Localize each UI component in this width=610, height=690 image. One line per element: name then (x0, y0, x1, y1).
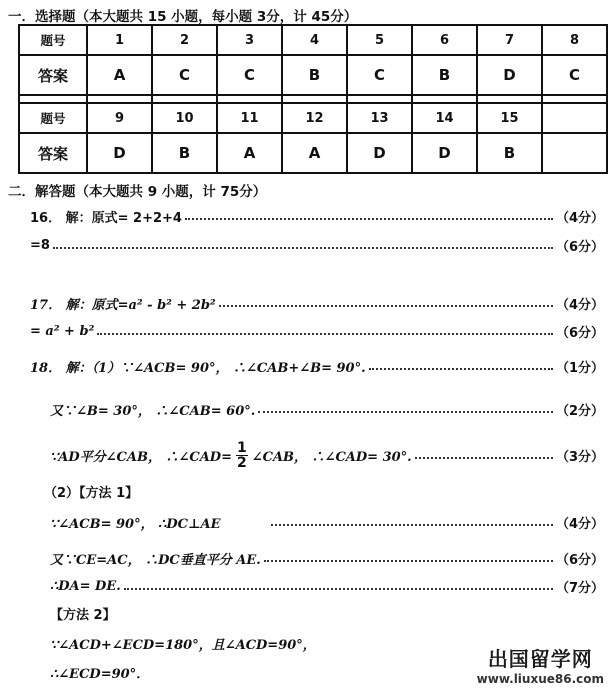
question-number: 7 (477, 25, 542, 55)
question-number: 8 (542, 25, 607, 55)
fraction (236, 441, 248, 470)
answer-cell: C (217, 55, 282, 95)
table-row (19, 55, 607, 95)
solution-line-18h (50, 604, 604, 622)
leader-dots (271, 524, 553, 526)
answer-cell: C (347, 55, 412, 95)
section1-heading (8, 5, 357, 25)
answer-cell: A (217, 133, 282, 173)
solution-line-18e (50, 513, 604, 531)
line-text: ∴∠ECD=90°． (50, 666, 150, 682)
line-text: =8 (30, 237, 50, 253)
line-text: 又∵∠B= 30°， ∴∠CAB= 60°. (50, 403, 256, 419)
question-number: 1 (87, 25, 152, 55)
site-watermark (477, 643, 604, 686)
question-number: 2 (152, 25, 217, 55)
solution-line-18g (50, 577, 604, 595)
score-label: （1分） (555, 360, 604, 376)
answer-cell: A (87, 55, 152, 95)
watermark-url: www.liuxue86.com (476, 672, 604, 686)
question-number: 5 (347, 25, 412, 55)
table-spacer (19, 95, 607, 103)
line-text: ∵∠ACD+∠ECD=180°，且∠ACD=90°， (50, 637, 316, 653)
question-number: 11 (217, 103, 282, 133)
line-text: 【方法 2】 (50, 607, 116, 623)
score-label: （4分） (555, 210, 604, 226)
line-text: ∵∠ACB= 90°， ∴DC⊥AE (50, 516, 221, 532)
question-number: 10 (152, 103, 217, 133)
answer-cell: B (477, 133, 542, 173)
table-row (19, 25, 607, 55)
question-number: 15 (477, 103, 542, 133)
solution-line-18f (50, 549, 604, 567)
score-label: （7分） (555, 580, 604, 596)
line-text: 16． 解：原式= 2+2+4 (30, 210, 182, 226)
answer-cell: C (152, 55, 217, 95)
answer-cell: C (542, 55, 607, 95)
watermark-title: 出国留学网 (487, 647, 593, 671)
score-label: （4分） (555, 297, 604, 313)
row-label-number: 题号 (19, 103, 87, 133)
table-row (19, 133, 607, 173)
score-label: （6分） (555, 552, 604, 568)
solution-line-16a (30, 207, 604, 225)
answer-cell: D (412, 133, 477, 173)
answer-cell: B (152, 133, 217, 173)
row-label-answer: 答案 (19, 55, 87, 95)
solution-line-16b (30, 236, 604, 254)
score-label: （4分） (555, 516, 604, 532)
score-label: （6分） (555, 325, 604, 341)
question-number: 12 (282, 103, 347, 133)
leader-dots (219, 305, 553, 307)
solution-line-18d (44, 482, 604, 500)
solution-line-18b (50, 400, 604, 418)
answer-cell: B (412, 55, 477, 95)
question-number: 3 (217, 25, 282, 55)
answer-cell: D (87, 133, 152, 173)
leader-dots (97, 333, 553, 335)
question-number: 14 (412, 103, 477, 133)
answer-cell: D (347, 133, 412, 173)
score-label: （3分） (555, 449, 604, 465)
answer-cell: A (282, 133, 347, 173)
score-label: （2分） (555, 403, 604, 419)
answer-cell: B (282, 55, 347, 95)
solution-line-18a (30, 357, 604, 375)
section2-title: 二．解答题 (8, 184, 76, 200)
line-text: = a² + b² (30, 323, 95, 339)
answer-cell (542, 133, 607, 173)
line-text: （2）【方法 1】 (44, 485, 139, 501)
line-text: ∠CAB， ∴∠CAD= 30°. (251, 449, 412, 465)
line-text: 17． 解：原式=a² - b² + 2b² (30, 297, 216, 313)
question-number: 13 (347, 103, 412, 133)
line-text: 18． 解：（1）∵∠ACB= 90°， ∴∠CAB+∠B= 90°. (30, 360, 366, 376)
section2-heading (8, 180, 266, 200)
leader-dots (369, 368, 553, 370)
leader-dots (415, 457, 553, 459)
fraction-denominator: 2 (236, 454, 247, 471)
row-label-number: 题号 (19, 25, 87, 55)
leader-dots (53, 247, 553, 249)
question-number: 9 (87, 103, 152, 133)
leader-dots (264, 560, 553, 562)
leader-dots (258, 411, 553, 413)
solution-line-18c (50, 441, 604, 469)
line-text: ∴DA= DE. (50, 578, 121, 594)
leader-dots (185, 218, 553, 220)
question-number: 6 (412, 25, 477, 55)
line-text: ∵AD平分∠CAB， ∴∠CAD= (50, 449, 232, 465)
solution-line-17b (30, 322, 604, 340)
table-row (19, 103, 607, 133)
line-text: 又∵CE=AC， ∴DC垂直平分 AE. (50, 552, 261, 568)
fraction-numerator: 1 (236, 439, 247, 456)
question-number (542, 103, 607, 133)
answer-table (18, 24, 608, 174)
row-label-answer: 答案 (19, 133, 87, 173)
answer-cell: D (477, 55, 542, 95)
leader-dots (124, 588, 553, 590)
score-label: （6分） (555, 239, 604, 255)
section1-note: （本大题共 15 小题，每小题 3分，计 45分） (75, 9, 358, 25)
section1-title: 一．选择题 (8, 9, 76, 25)
solution-line-17a (30, 294, 604, 312)
section2-note: （本大题共 9 小题，计 75分） (75, 184, 267, 200)
question-number: 4 (282, 25, 347, 55)
